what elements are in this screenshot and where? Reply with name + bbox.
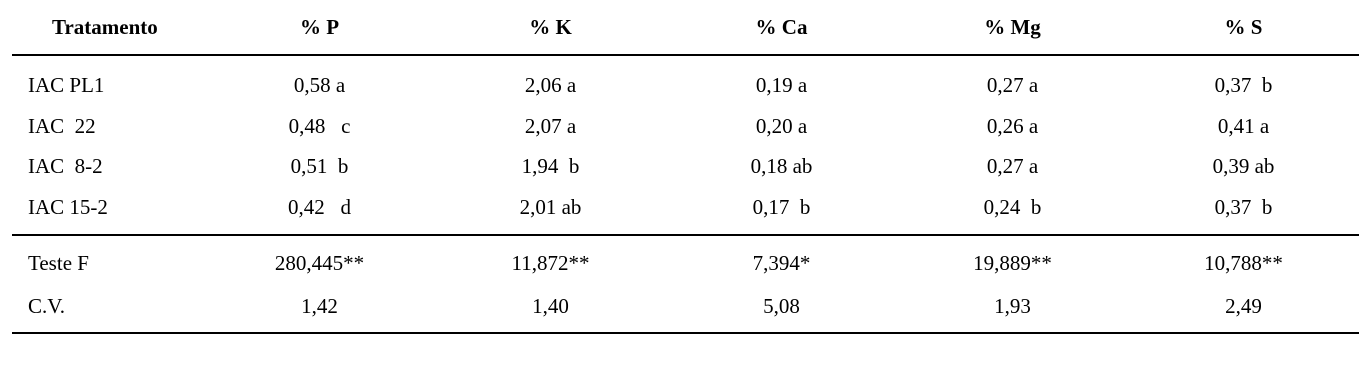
stat-value: 280,445**: [204, 235, 435, 284]
value-cell: 1,94 b: [521, 153, 580, 178]
treatment-cell: IAC PL1: [28, 72, 105, 97]
value-cell: 0,37 b: [1214, 72, 1273, 97]
value-cell: 2,06 a: [524, 72, 577, 97]
value-cell: 0,17 b: [752, 194, 811, 219]
header-mg: % Mg: [897, 0, 1128, 55]
header-k: % K: [435, 0, 666, 55]
stat-label: C.V.: [12, 284, 204, 333]
stat-label: Teste F: [12, 235, 204, 284]
stat-value: 1,93: [897, 284, 1128, 333]
stat-value: 19,889**: [897, 235, 1128, 284]
header-s: % S: [1128, 0, 1359, 55]
stat-value: 10,788**: [1128, 235, 1359, 284]
stats-row-cv: [12, 284, 1359, 333]
nutrient-table: [12, 0, 1359, 334]
stat-value: 11,872**: [435, 235, 666, 284]
value-cell: 0,18 ab: [750, 153, 813, 178]
treatment-cell: IAC 8-2: [28, 153, 103, 178]
treatment-cell: IAC 22: [28, 113, 96, 138]
value-cell: 0,37 b: [1214, 194, 1273, 219]
stat-value: 1,42: [204, 284, 435, 333]
value-cell: 2,01 ab: [519, 194, 582, 219]
table-row: [12, 146, 1359, 186]
treatment-cell: IAC 15-2: [28, 194, 108, 219]
value-cell: 0,51 b: [290, 153, 349, 178]
value-cell: 2,07 a: [524, 113, 577, 138]
stat-value: 2,49: [1128, 284, 1359, 333]
value-cell: 0,58 a: [293, 72, 346, 97]
value-cell: 0,20 a: [755, 113, 808, 138]
stat-value: 1,40: [435, 284, 666, 333]
table-row: [12, 55, 1359, 106]
header-p: % P: [204, 0, 435, 55]
value-cell: 0,48 c: [288, 113, 351, 138]
value-cell: 0,41 a: [1217, 113, 1270, 138]
value-cell: 0,27 a: [986, 72, 1039, 97]
value-cell: 0,19 a: [755, 72, 808, 97]
table-row: [12, 106, 1359, 146]
value-cell: 0,39 ab: [1212, 153, 1275, 178]
value-cell: 0,24 b: [983, 194, 1042, 219]
header-ca: % Ca: [666, 0, 897, 55]
stat-value: 5,08: [666, 284, 897, 333]
value-cell: 0,27 a: [986, 153, 1039, 178]
table-row: [12, 186, 1359, 235]
value-cell: 0,42 d: [288, 194, 351, 219]
header-tratamento: Tratamento: [12, 0, 204, 55]
stats-row-teste-f: [12, 235, 1359, 284]
value-cell: 0,26 a: [986, 113, 1039, 138]
header-row: [12, 0, 1359, 55]
stat-value: 7,394*: [666, 235, 897, 284]
